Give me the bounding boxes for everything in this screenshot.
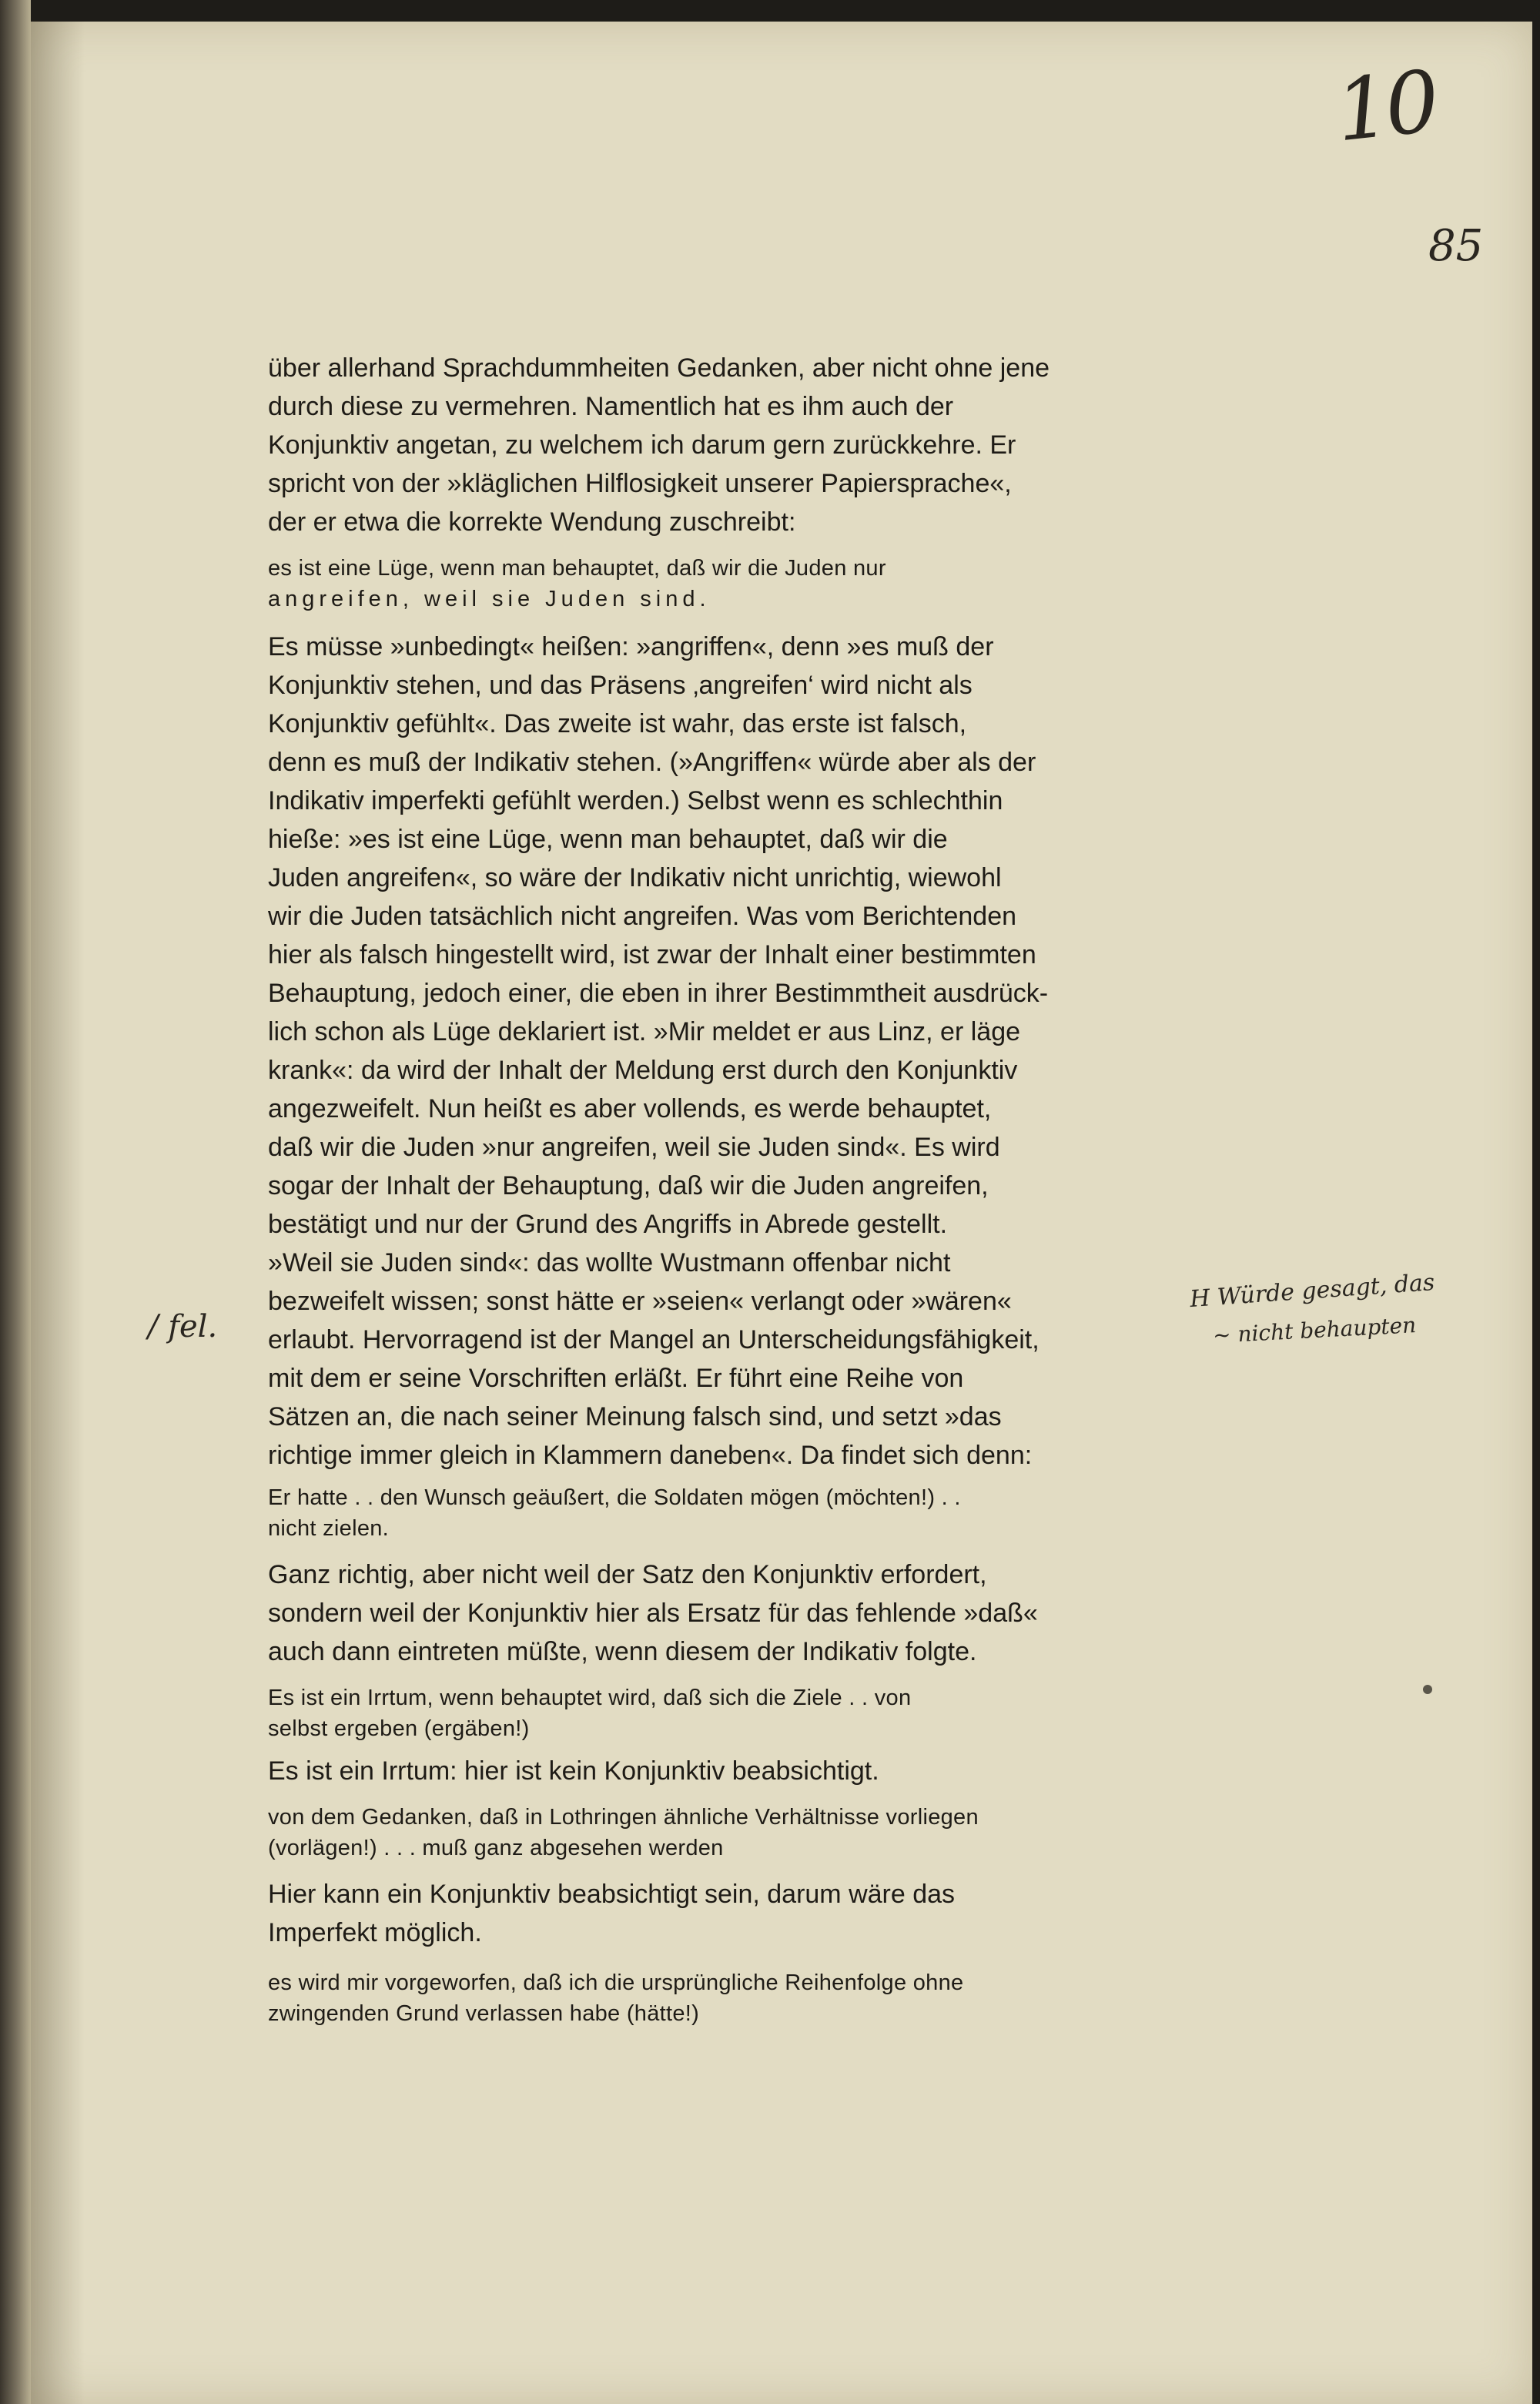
paragraph-4: Es ist ein Irrtum: hier ist kein Konjunktiv beabsichtigt. — [268, 1756, 879, 1786]
quote-5: es wird mir vorgeworfen, daß ich die ursprüngliche Reihenfolge ohne zwingenden Grund verlassen habe (hätte!) — [268, 1970, 964, 2026]
paragraph-1: über allerhand Sprachdummheiten Gedanken, aber nicht ohne jene durch diese zu vermehren. Namentlich hat es ihm auch der Konjunktiv angetan, zu welchem ich darum gern zurückkehre. Er spricht von der »kläglichen Hilflosigkeit unserer Papiersprache«, der er etwa die korrekte Wendung zuschreibt: — [268, 353, 1050, 537]
paragraph-5: Hier kann ein Konjunktiv beabsichtigt sein, darum wäre das Imperfekt möglich. — [268, 1880, 956, 1947]
left-margin-note: / fel. — [148, 1309, 218, 1344]
right-margin-note-line2: ~ nicht behaupten — [1212, 1312, 1417, 1348]
book-binding-edge — [0, 0, 31, 2404]
page-mark-dot — [1423, 1685, 1432, 1694]
paragraph-3: Ganz richtig, aber nicht weil der Satz den Konjunktiv erfordert, sondern weil der Konjunktiv hier als Ersatz für das fehlende »daß« auch dann eintreten müßte, wenn diesem der Indikativ folgte. — [268, 1560, 1038, 1666]
quote-3: Es ist ein Irrtum, wenn behauptet wird, daß sich die Ziele . . von selbst ergeben (ergäben!) — [268, 1686, 912, 1741]
folio-number: 10 — [1331, 52, 1440, 161]
right-margin-note-line1: H Würde gesagt, das — [1189, 1268, 1436, 1314]
quote-2: Er hatte . . den Wunsch geäußert, die Soldaten mögen (möchten!) . . nicht zielen. — [268, 1485, 961, 1541]
quote-1: es ist eine Lüge, wenn man behauptet, daß wir die Juden nur angreifen, weil sie Juden sind. — [268, 556, 886, 611]
binding-shadow — [31, 22, 85, 2404]
quote-4: von dem Gedanken, daß in Lothringen ähnliche Verhältnisse vorliegen (vorlägen!) . . . muß ganz abgesehen werden — [268, 1805, 979, 1860]
page-number: 85 — [1428, 221, 1484, 271]
paragraph-2: Es müsse »unbedingt« heißen: »angriffen«, denn »es muß der Konjunktiv stehen, und das Präsens ‚angreifen‘ wird nicht als Konjunktiv gefühlt«. Das zweite ist wahr, das erste ist falsch, denn es muß der Indikativ stehen. (»Angriffen« würde aber als der Indikativ imperfekti gefühlt werden.) Selbst wenn es schlechthin hieße: »es ist eine Lüge, wenn man behauptet, daß wir die Juden angreifen«, so wäre der Indikativ nicht unrichtig, wiewohl wir die Juden tatsächlich nicht angreifen. Was vom Berichtenden hier als falsch hingestellt wird, ist zwar der Inhalt einer bestimmten Behauptung, jedoch einer, die eben in ihrer Bestimmtheit ausdrück- lich schon als Lüge deklariert ist. »Mir meldet er aus Linz, er läge krank«: da wird der Inhalt der Meldung erst durch den Konjunktiv angezweifelt. Nun heißt es aber vollends, es werde behauptet, daß wir die Juden »nur angreifen, weil sie Juden sind«. Es wird sogar der Inhalt der Behauptung, daß wir die Juden angreifen, bestätigt und nur der Grund des Angriffs in Abrede gestellt. »Weil sie Juden sind«: das wollte Wustmann offenbar nicht bezweifelt wissen; sonst hätte er »seien« verlangt oder »wären« erlaubt. Hervorragend ist der Mangel an Unterscheidungsfähigkeit, mit dem er seine Vorschriften erläßt. Er führt eine Reihe von Sätzen an, die nach seiner Meinung falsch sind, und setzt »das richtige immer gleich in Klammern daneben«. Da findet sich denn: — [268, 632, 1049, 1470]
